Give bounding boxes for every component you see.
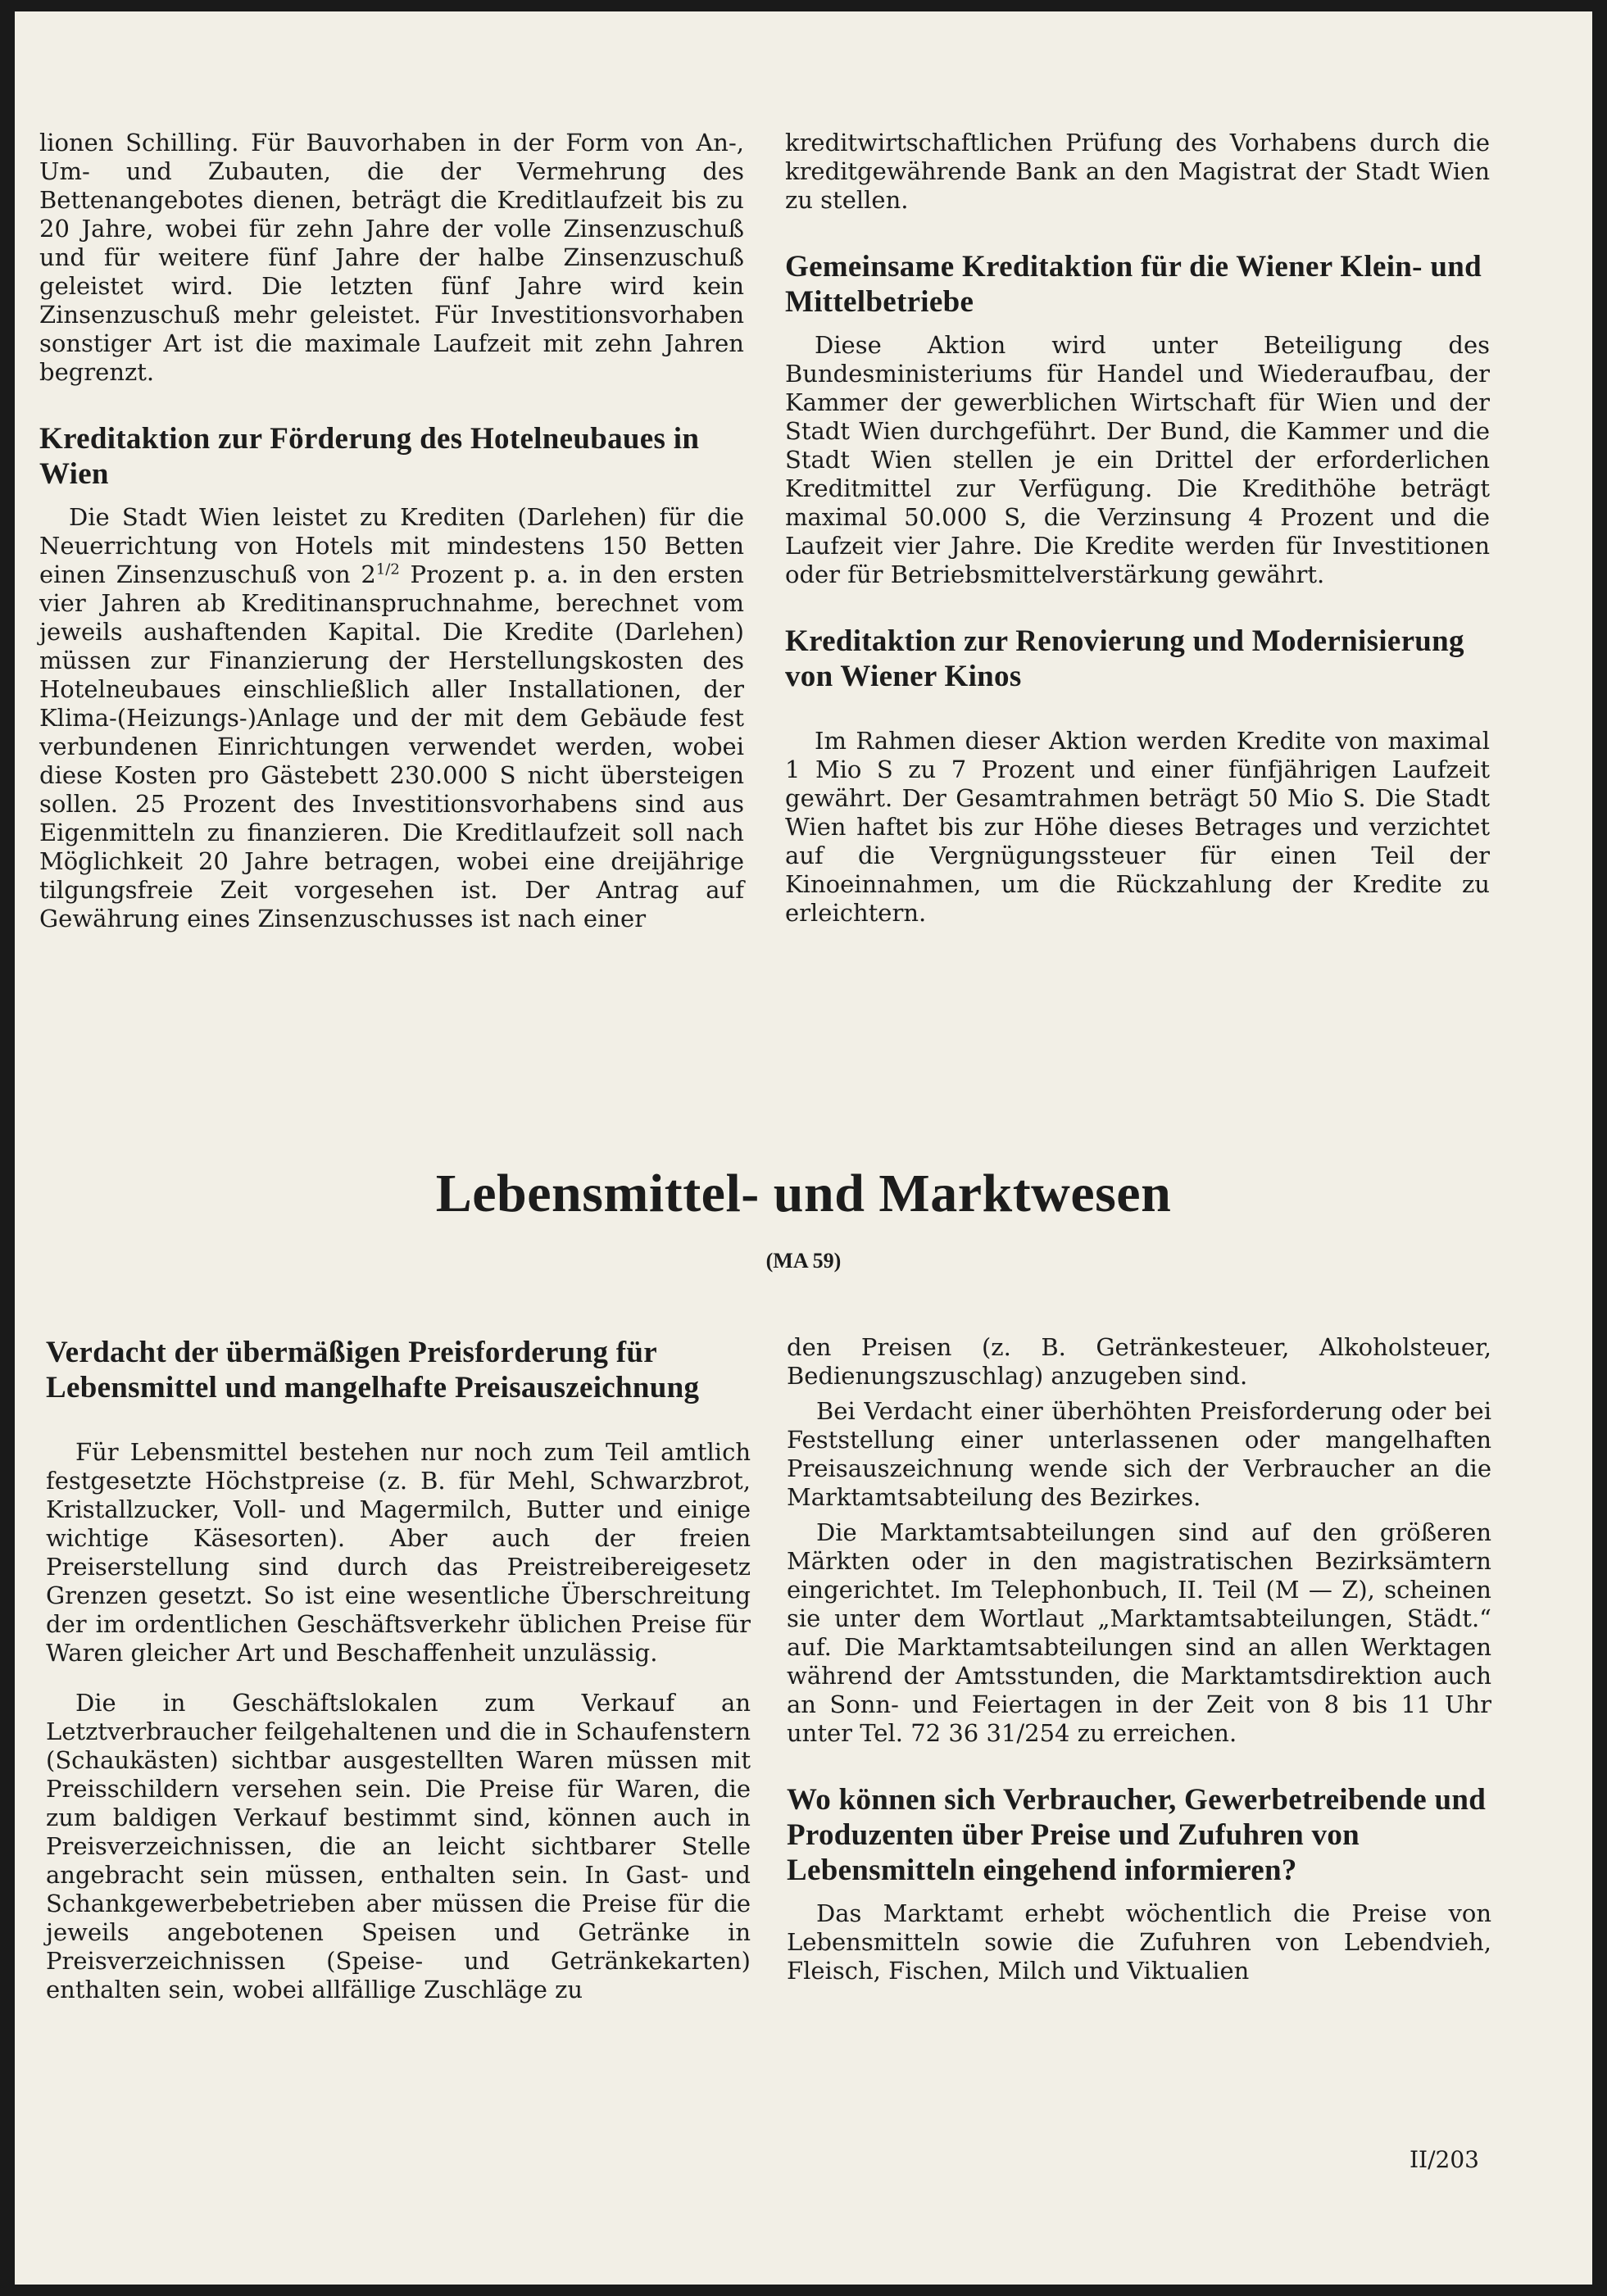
heading-cinema-credit: Kreditaktion zur Renovierung und Modernisierung von Wiener Kinos — [785, 624, 1464, 693]
section-subtitle: (MA 59) — [765, 1249, 842, 1273]
paragraph: Für Lebensmittel bestehen nur noch zum Teil amtlich festgesetzte Höchstpreise (z. B. für Mehl, Schwarzbrot, Kristallzucker, Voll- und Magermilch, Butter und einige wichtige Käsesorten). Aber auch der freien Preiserstellung sind durch das Preistreibereigesetz Grenzen gesetzt. So ist eine wesentliche Überschreitung der im ordentlichen Geschäftsverkehr üblichen Preise für Waren gleicher Art und Beschaffenheit unzulässig. — [46, 1438, 751, 1667]
paragraph: Im Rahmen dieser Aktion werden Kredite von maximal 1 Mio S zu 7 Prozent und einer fünfjährigen Laufzeit gewährt. Der Gesamtrahmen beträgt 50 Mio S. Die Stadt Wien haftet bis zur Höhe dieses Betrages und verzichtet auf die Vergnügungssteuer für einen Teil der Kinoeinnahmen, um die Rückzahlung der Kredite zu erleichtern. — [785, 727, 1490, 927]
paragraph: den Preisen (z. B. Getränkesteuer, Alkoholsteuer, Bedienungszuschlag) anzugeben sind. — [787, 1333, 1491, 1390]
top-left-column — [39, 129, 744, 933]
section-title: Lebensmittel- und Marktwesen — [435, 1164, 1172, 1223]
top-right-column — [785, 129, 1490, 928]
paragraph: Das Marktamt erhebt wöchentlich die Preise von Lebensmitteln sowie die Zufuhren von Lebendvieh, Fleisch, Fischen, Milch und Viktualien — [787, 1899, 1491, 1985]
bottom-right-column — [787, 1333, 1491, 1985]
bottom-left-column — [46, 1335, 751, 2004]
paragraph: kreditwirtschaftlichen Prüfung des Vorhabens durch die kreditgewährende Bank an den Magistrat der Stadt Wien zu stellen. — [785, 129, 1490, 214]
paragraph: Diese Aktion wird unter Beteiligung des Bundesministeriums für Handel und Wiederaufbau, der Kammer der gewerblichen Wirtschaft für Wien und der Stadt Wien durchgeführt. Der Bund, die Kammer und die Stadt Wien stellen je ein Drittel der erforderlichen Kreditmittel zur Verfügung. Die Kredithöhe beträgt maximal 50.000 S, die Verzinsung 4 Prozent und die Laufzeit vier Jahre. Die Kredite werden für Investitionen oder für Betriebsmittelverstärkung gewährt. — [785, 331, 1490, 588]
paragraph: Die Marktamtsabteilungen sind auf den größeren Märkten oder in den magistratischen Bezirksämtern eingerichtet. Im Telephonbuch, II. Teil (M — Z), scheinen sie unter dem Wortlaut „Marktamtsabteilungen, Städt.“ auf. Die Marktamtsabteilungen sind an allen Werktagen während der Amtsstunden, die Marktamtsdirektion auch an Sonn- und Feiertagen in der Zeit von 8 bis 11 Uhr unter Tel. 72 36 31/254 zu erreichen. — [787, 1518, 1491, 1747]
heading-hotel-credit: Kreditaktion zur Förderung des Hotelneubaues in Wien — [39, 422, 700, 491]
paragraph: Die Stadt Wien leistet zu Krediten (Darlehen) für die Neuerrichtung von Hotels mit mindestens 150 Betten einen Zinsenzuschuß von $2^{1/2}$ Prozent p. a. in den ersten vier Jahren ab Kreditinanspruchnahme, berechnet vom jeweils aushaftenden Kapital. Die Kredite (Darlehen) müssen zur Finanzierung der Herstellungskosten des Hotelneubaues einschließlich aller Installationen, der Klima-(Heizungs-)Anlage und der mit dem Gebäude fest verbundenen Einrichtungen verwendet werden, wobei diese Kosten pro Gästebett 230.000 S nicht übersteigen sollen. 25 Prozent des Investitionsvorhabens sind aus Eigenmitteln zu finanzieren. Die Kreditlaufzeit soll nach Möglichkeit 20 Jahre betragen, wobei eine dreijährige tilgungsfreie Zeit vorgesehen ist. Der Antrag auf Gewährung eines Zinsenzuschusses ist nach einer — [39, 503, 744, 932]
heading-information: Wo können sich Verbraucher, Gewerbetreibende und Produzenten über Preise und Zufuhren von Lebensmitteln eingehend informieren? — [787, 1783, 1487, 1887]
heading-sme-credit: Gemeinsame Kreditaktion für die Wiener Klein- und Mittelbetriebe — [785, 250, 1482, 319]
paragraph: lionen Schilling. Für Bauvorhaben in der Form von An-, Um- und Zubauten, die der Vermehrung des Bettenangebotes dienen, beträgt die Kreditlaufzeit bis zu 20 Jahre, wobei für zehn Jahre der volle Zinsenzuschuß und für weitere fünf Jahre der halbe Zinsenzuschuß geleistet wird. Die letzten fünf Jahre wird kein Zinsenzuschuß mehr geleistet. Für Investitionsvorhaben sonstiger Art ist die maximale Laufzeit mit zehn Jahren begrenzt. — [39, 129, 744, 386]
paragraph: Die in Geschäftslokalen zum Verkauf an Letztverbraucher feilgehaltenen und die in Schaufenstern (Schaukästen) sichtbar ausgestellten Waren müssen mit Preisschildern versehen sein. Die Preise für Waren, die zum baldigen Verkauf bestimmt sind, können auch in Preisverzeichnissen, die an leicht sichtbarer Stelle angebracht sein müssen, enthalten sein. In Gast- und Schankgewerbebetrieben aber müssen die Preise für die jeweils angebotenen Speisen und Getränke in Preisverzeichnissen (Speise- und Getränkekarten) enthalten sein, wobei allfällige Zuschläge zu — [46, 1689, 751, 2003]
heading-price-overcharge: Verdacht der übermäßigen Preisforderung für Lebensmittel und mangelhafte Preisauszeichnung — [46, 1336, 700, 1404]
page-number: II/203 — [1410, 2146, 1479, 2173]
paragraph: Bei Verdacht einer überhöhten Preisforderung oder bei Feststellung einer unterlassenen oder mangelhaften Preisauszeichnung wende sich der Verbraucher an die Marktamtsabteilung des Bezirkes. — [787, 1397, 1491, 1511]
document-page — [15, 11, 1592, 2285]
